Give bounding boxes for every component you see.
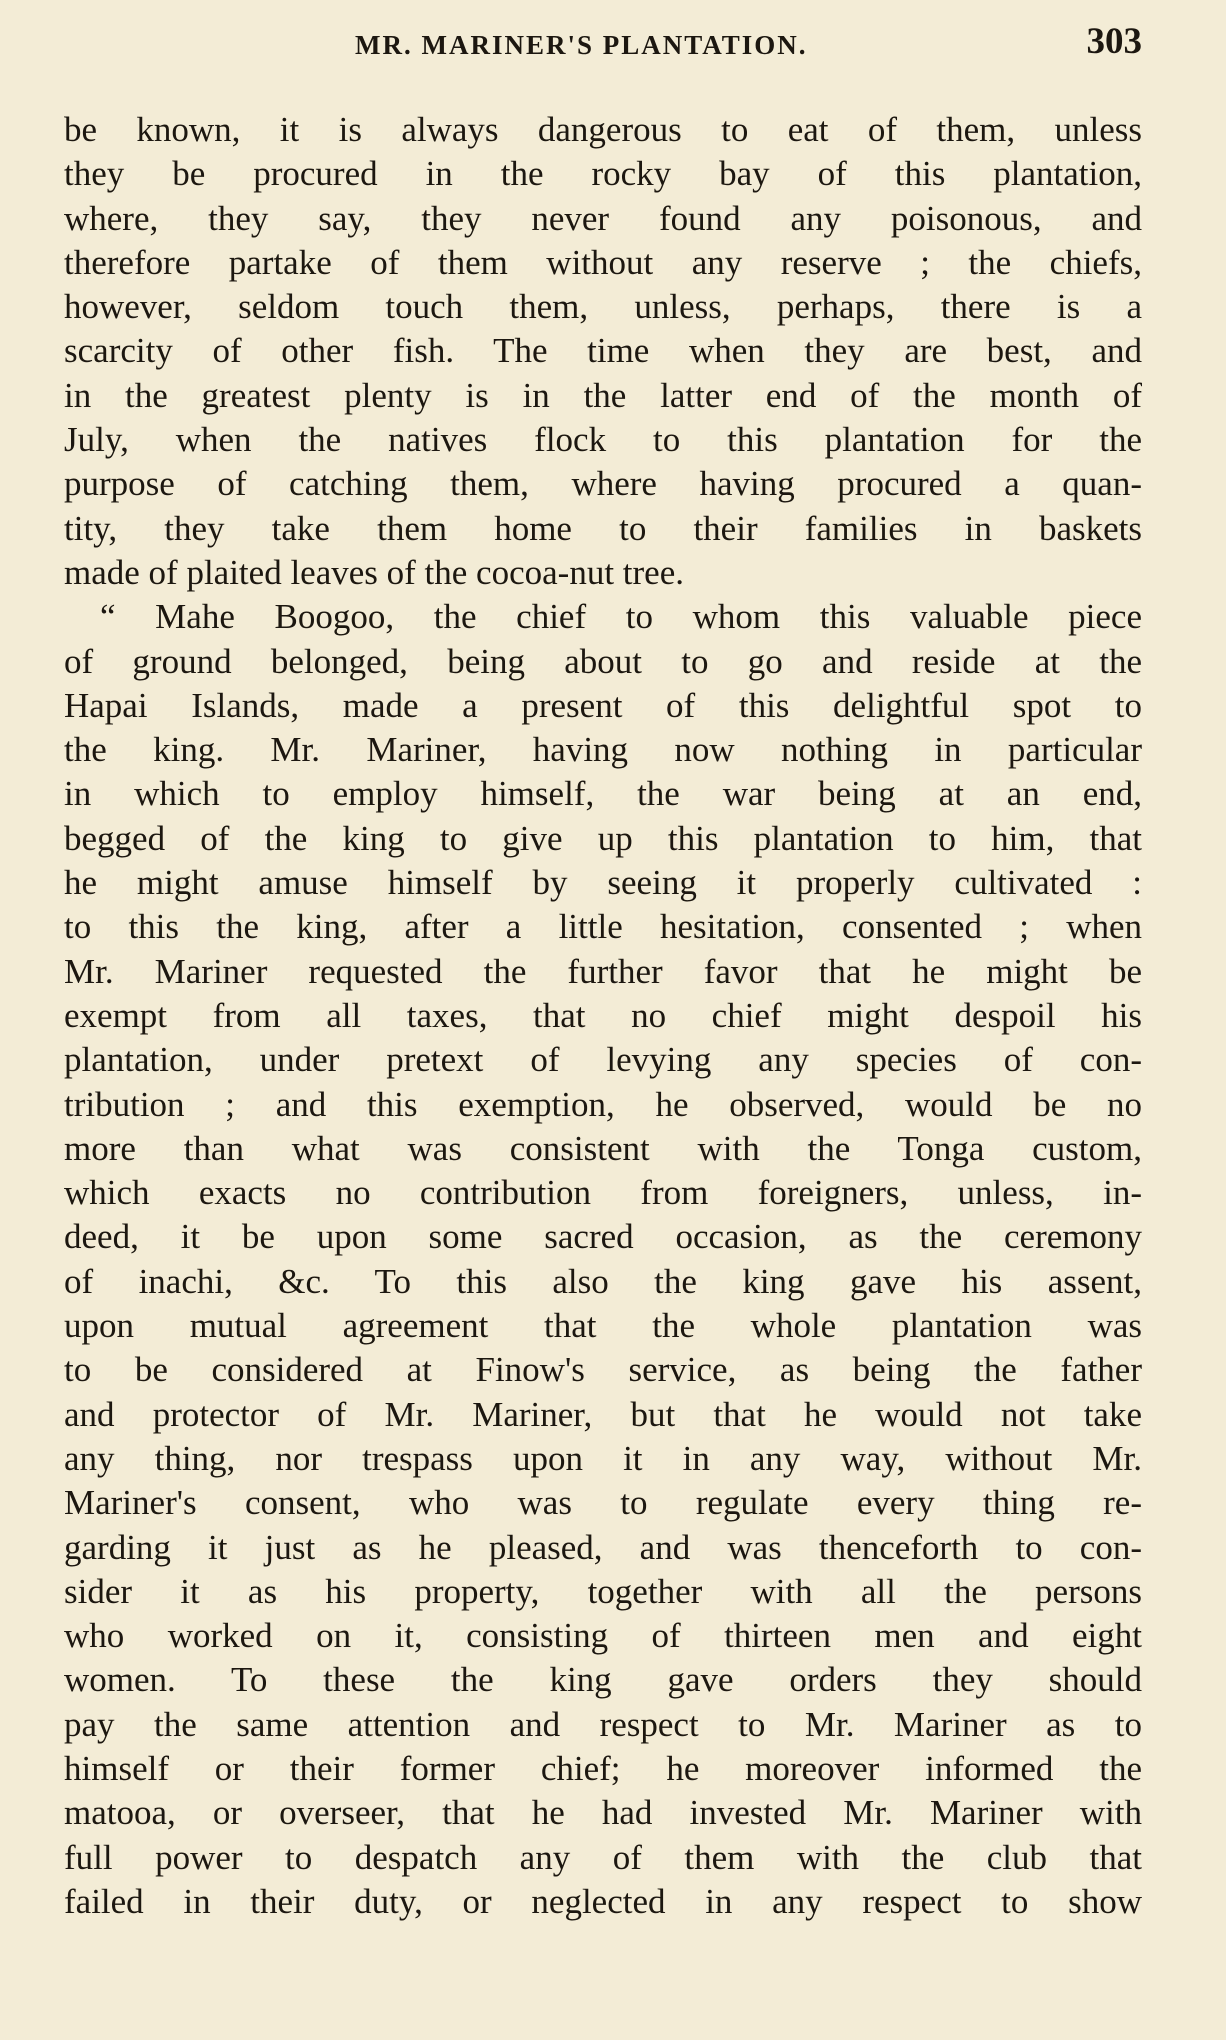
text-line: Mariner's consent, who was to regulate every thing re- [64,1483,1142,1523]
page-number: 303 [1086,21,1142,62]
text-line: who worked on it, consisting of thirteen men and eight [64,1616,1142,1656]
text-line: more than what was consistent with the Tonga custom, [64,1128,1142,1168]
paragraph-last-line: made of plaited leaves of the cocoa-nut tree. [64,552,684,592]
text-line: Hapai Islands, made a present of this delightful spot to [64,685,1142,725]
text-line: deed, it be upon some sacred occasion, as the ceremony [64,1217,1142,1257]
text-line: purpose of catching them, where having procured a quan- [64,464,1142,504]
text-line: sider it as his property, together with all the persons [64,1571,1142,1611]
text-line: pay the same attention and respect to Mr. Mariner as to [64,1704,1142,1744]
text-line: scarcity of other fish. The time when they are best, and [64,331,1142,371]
text-line: tribution ; and this exemption, he observed, would be no [64,1084,1142,1124]
text-line: and protector of Mr. Mariner, but that he would not take [64,1394,1142,1434]
text-line: in the greatest plenty is in the latter end of the month of [64,375,1142,415]
text-line: in which to employ himself, the war being at an end, [64,774,1142,814]
text-line: be known, it is always dangerous to eat of them, unless [64,110,1142,149]
text-line: of inachi, &c. To this also the king gave his assent, [64,1261,1142,1301]
body-text [64,108,1142,1924]
text-line: upon mutual agreement that the whole plantation was [64,1306,1142,1346]
text-line: matooa, or overseer, that he had invested Mr. Mariner with [64,1793,1142,1833]
text-line: failed in their duty, or neglected in any respect to show [64,1881,1142,1921]
text-line: plantation, under pretext of levying any species of con- [64,1040,1142,1080]
text-line: garding it just as he pleased, and was thenceforth to con- [64,1527,1142,1567]
text-line: which exacts no contribution from foreigners, unless, in- [64,1173,1142,1213]
text-line: however, seldom touch them, unless, perhaps, there is a [64,287,1142,327]
text-line: himself or their former chief; he moreover informed the [64,1748,1142,1788]
text-line: the king. Mr. Mariner, having now nothing in particular [64,730,1142,770]
text-line: tity, they take them home to their families in baskets [64,508,1142,548]
text-line: exempt from all taxes, that no chief might despoil his [64,995,1142,1035]
text-line: full power to despatch any of them with the club that [64,1837,1142,1877]
text-line: of ground belonged, being about to go and reside at the [64,641,1142,681]
text-line: therefore partake of them without any reserve ; the chiefs, [64,242,1142,282]
text-line: to be considered at Finow's service, as being the father [64,1350,1142,1390]
text-line: women. To these the king gave orders they should [64,1660,1142,1700]
text-line: he might amuse himself by seeing it properly cultivated : [64,863,1142,903]
text-line: where, they say, they never found any poisonous, and [64,198,1142,238]
text-line: Mr. Mariner requested the further favor that he might be [64,951,1142,991]
text-line: they be procured in the rocky bay of this plantation, [64,154,1142,194]
page-header [0,20,1226,76]
text-line: to this the king, after a little hesitation, consented ; when [64,907,1142,947]
text-line: begged of the king to give up this plantation to him, that [64,818,1142,858]
text-line: July, when the natives flock to this plantation for the [64,420,1142,460]
paragraph-first-line: “ Mahe Boogoo, the chief to whom this valuable piece [100,597,1142,637]
running-head: MR. MARINER'S PLANTATION. [355,30,808,60]
text-line: any thing, nor trespass upon it in any way, without Mr. [64,1438,1142,1478]
